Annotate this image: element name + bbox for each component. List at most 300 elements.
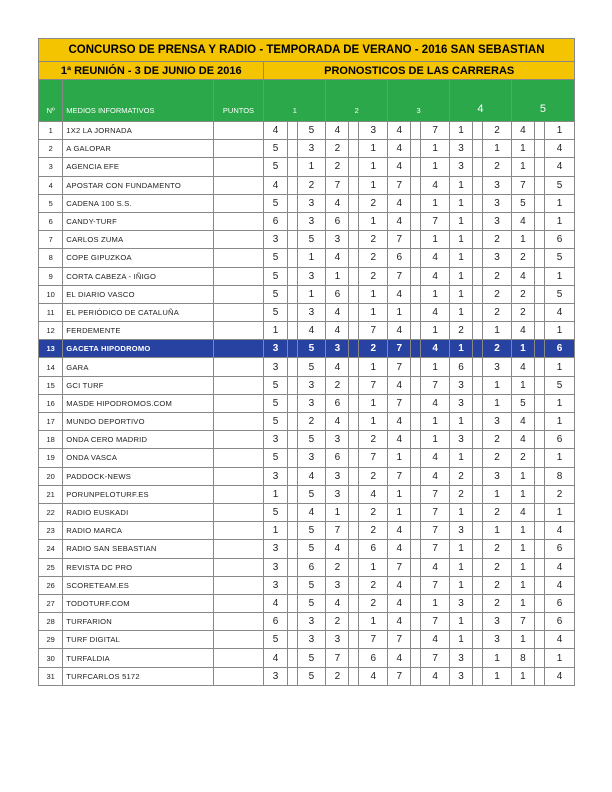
prediction-cell: 3	[264, 467, 287, 485]
prediction-cell	[473, 376, 483, 394]
row-number: 26	[39, 576, 63, 594]
table-row	[39, 485, 575, 503]
prediction-cell	[535, 285, 545, 303]
prediction-cell	[287, 431, 297, 449]
prediction-cell: 3	[326, 340, 349, 358]
prediction-cell	[287, 122, 297, 140]
prediction-cell	[473, 558, 483, 576]
prediction-cell: 5	[264, 631, 287, 649]
prediction-cell: 6	[544, 340, 574, 358]
prediction-cell: 3	[297, 631, 326, 649]
prediction-cell: 7	[388, 558, 411, 576]
prediction-cell: 4	[511, 431, 534, 449]
prediction-cell: 1	[421, 322, 450, 340]
prediction-cell: 3	[326, 576, 349, 594]
prediction-cell	[287, 649, 297, 667]
prediction-cell: 1	[511, 522, 534, 540]
prediction-cell: 3	[297, 613, 326, 631]
prediction-cell	[535, 613, 545, 631]
row-number: 11	[39, 303, 63, 321]
prediction-cell	[349, 576, 359, 594]
prediction-cell: 4	[388, 522, 411, 540]
prediction-cell: 2	[297, 176, 326, 194]
prediction-cell: 4	[388, 376, 411, 394]
prediction-cell	[535, 394, 545, 412]
prediction-cell: 5	[264, 140, 287, 158]
prediction-cell	[473, 576, 483, 594]
prediction-cell	[411, 594, 421, 612]
prediction-cell: 3	[449, 431, 472, 449]
prediction-cell: 7	[421, 376, 450, 394]
prediction-cell	[411, 376, 421, 394]
prediction-cell	[473, 358, 483, 376]
prediction-cell	[473, 158, 483, 176]
prediction-cell	[535, 267, 545, 285]
prediction-cell: 1	[511, 158, 534, 176]
prediction-cell	[287, 285, 297, 303]
row-number: 16	[39, 394, 63, 412]
table-row	[39, 140, 575, 158]
media-name: RADIO MARCA	[63, 522, 213, 540]
prediction-cell: 2	[483, 231, 512, 249]
prediction-cell: 2	[511, 285, 534, 303]
prediction-cell	[535, 631, 545, 649]
prediction-cell: 4	[388, 322, 411, 340]
table-row	[39, 322, 575, 340]
prediction-cell: 7	[388, 176, 411, 194]
row-number: 28	[39, 613, 63, 631]
prediction-cell	[349, 231, 359, 249]
prediction-cell: 7	[359, 322, 388, 340]
prediction-cell	[473, 176, 483, 194]
prediction-cell: 1	[388, 449, 411, 467]
prediction-cell: 7	[388, 631, 411, 649]
table-row	[39, 267, 575, 285]
race-2-header: 2	[326, 80, 388, 122]
prediction-cell: 3	[297, 449, 326, 467]
prediction-cell	[349, 140, 359, 158]
prediction-cell	[349, 540, 359, 558]
prediction-cell: 4	[421, 631, 450, 649]
prediction-cell: 7	[421, 212, 450, 230]
media-header: MEDIOS INFORMATIVOS	[63, 80, 213, 122]
prediction-cell: 5	[264, 394, 287, 412]
prediction-cell: 4	[264, 594, 287, 612]
prediction-cell: 2	[483, 267, 512, 285]
prediction-cell	[287, 613, 297, 631]
prediction-cell: 2	[359, 249, 388, 267]
prediction-cell: 5	[264, 503, 287, 521]
prediction-cell	[411, 467, 421, 485]
points-cell	[213, 649, 264, 667]
prediction-cell: 1	[449, 576, 472, 594]
prediction-cell: 3	[326, 631, 349, 649]
prediction-cell: 3	[297, 394, 326, 412]
prediction-cell: 4	[388, 140, 411, 158]
points-cell	[213, 413, 264, 431]
prediction-cell	[535, 667, 545, 685]
prediction-cell	[473, 613, 483, 631]
prediction-cell	[473, 467, 483, 485]
points-cell	[213, 176, 264, 194]
prediction-cell	[349, 376, 359, 394]
prediction-cell	[535, 413, 545, 431]
table-row	[39, 231, 575, 249]
prediction-cell	[349, 394, 359, 412]
prediction-cell: 3	[449, 394, 472, 412]
prediction-cell: 5	[297, 522, 326, 540]
prediction-cell: 3	[483, 467, 512, 485]
prediction-cell	[535, 212, 545, 230]
prediction-cell	[535, 503, 545, 521]
prediction-cell: 3	[264, 576, 287, 594]
media-name: RADIO EUSKADI	[63, 503, 213, 521]
prediction-cell: 4	[326, 122, 349, 140]
prediction-cell: 4	[511, 322, 534, 340]
prediction-cell: 2	[483, 449, 512, 467]
prediction-cell	[287, 358, 297, 376]
prediction-cell	[349, 303, 359, 321]
media-name: GACETA HIPODROMO	[63, 340, 213, 358]
prediction-cell: 3	[264, 358, 287, 376]
prediction-cell: 4	[388, 540, 411, 558]
prediction-cell: 1	[544, 358, 574, 376]
prediction-cell	[349, 485, 359, 503]
prediction-cell: 1	[544, 122, 574, 140]
prediction-cell: 1	[544, 413, 574, 431]
prediction-cell	[535, 176, 545, 194]
prediction-cell: 4	[544, 303, 574, 321]
prediction-cell	[349, 340, 359, 358]
prediction-cell: 6	[326, 212, 349, 230]
media-name: ONDA CERO MADRID	[63, 431, 213, 449]
results-sheet	[38, 38, 575, 686]
prediction-cell	[473, 231, 483, 249]
prediction-cell: 2	[359, 267, 388, 285]
prediction-cell: 4	[388, 194, 411, 212]
prediction-cell: 5	[264, 285, 287, 303]
prediction-cell: 4	[264, 122, 287, 140]
prediction-cell: 5	[297, 576, 326, 594]
prediction-cell: 7	[359, 631, 388, 649]
prediction-cell: 3	[297, 140, 326, 158]
points-cell	[213, 613, 264, 631]
prediction-cell: 5	[297, 122, 326, 140]
prediction-cell	[473, 449, 483, 467]
prediction-cell: 3	[449, 376, 472, 394]
prediction-cell: 1	[511, 231, 534, 249]
points-cell	[213, 540, 264, 558]
points-cell	[213, 576, 264, 594]
prediction-cell	[535, 322, 545, 340]
table-row	[39, 122, 575, 140]
prediction-cell: 7	[388, 667, 411, 685]
row-number: 10	[39, 285, 63, 303]
media-name: 1X2 LA JORNADA	[63, 122, 213, 140]
prediction-cell: 4	[421, 249, 450, 267]
prediction-cell: 1	[421, 285, 450, 303]
prediction-cell: 4	[388, 649, 411, 667]
prediction-cell: 2	[326, 158, 349, 176]
table-row	[39, 394, 575, 412]
prediction-cell: 2	[483, 158, 512, 176]
prediction-cell: 2	[326, 376, 349, 394]
points-cell	[213, 303, 264, 321]
prediction-cell: 7	[326, 522, 349, 540]
media-name: TODOTURF.COM	[63, 594, 213, 612]
prediction-cell: 3	[449, 158, 472, 176]
prediction-cell	[411, 158, 421, 176]
prediction-cell: 4	[388, 212, 411, 230]
prediction-cell: 1	[359, 285, 388, 303]
prediction-cell	[411, 249, 421, 267]
prediction-cell: 6	[544, 613, 574, 631]
prediction-cell: 1	[449, 267, 472, 285]
prediction-cell	[473, 413, 483, 431]
prediction-cell: 3	[264, 431, 287, 449]
prediction-cell: 1	[359, 303, 388, 321]
race-1-header: 1	[264, 80, 326, 122]
prediction-cell: 1	[359, 358, 388, 376]
prediction-cell	[473, 322, 483, 340]
row-number: 30	[39, 649, 63, 667]
prediction-cell	[411, 667, 421, 685]
prediction-cell	[349, 613, 359, 631]
points-cell	[213, 212, 264, 230]
prediction-cell: 3	[449, 594, 472, 612]
prediction-cell	[349, 194, 359, 212]
prediction-cell	[535, 358, 545, 376]
prediction-cell: 4	[359, 667, 388, 685]
prediction-cell: 4	[421, 467, 450, 485]
prediction-cell: 7	[421, 540, 450, 558]
prediction-cell: 2	[483, 558, 512, 576]
prediction-cell: 1	[449, 176, 472, 194]
prediction-cell: 6	[388, 249, 411, 267]
prediction-cell	[473, 667, 483, 685]
row-number: 13	[39, 340, 63, 358]
prediction-cell: 1	[483, 140, 512, 158]
table-row	[39, 649, 575, 667]
prediction-cell: 7	[359, 376, 388, 394]
prediction-cell: 1	[421, 158, 450, 176]
prediction-cell: 7	[388, 231, 411, 249]
prediction-cell: 1	[483, 485, 512, 503]
prediction-cell: 2	[511, 449, 534, 467]
prediction-cell: 4	[359, 485, 388, 503]
table-row	[39, 158, 575, 176]
prediction-cell: 3	[264, 667, 287, 685]
prediction-cell	[349, 667, 359, 685]
prediction-cell	[411, 394, 421, 412]
prediction-cell	[535, 249, 545, 267]
table-row	[39, 176, 575, 194]
row-number: 9	[39, 267, 63, 285]
prediction-cell	[349, 249, 359, 267]
points-cell	[213, 594, 264, 612]
prediction-cell: 1	[483, 322, 512, 340]
prediction-cell: 1	[449, 613, 472, 631]
prediction-cell	[535, 594, 545, 612]
media-name: MASDE HIPODROMOS.COM	[63, 394, 213, 412]
prediction-cell	[287, 340, 297, 358]
media-name: MUNDO DEPORTIVO	[63, 413, 213, 431]
prediction-cell	[411, 194, 421, 212]
prediction-cell: 7	[511, 176, 534, 194]
prediction-cell: 5	[544, 176, 574, 194]
prediction-cell: 7	[421, 485, 450, 503]
prediction-cell: 1	[359, 212, 388, 230]
prediction-cell: 1	[449, 285, 472, 303]
prediction-cell: 1	[359, 394, 388, 412]
prediction-cell: 4	[388, 576, 411, 594]
prediction-cell: 1	[449, 194, 472, 212]
prediction-cell: 1	[449, 631, 472, 649]
prediction-cell: 4	[326, 594, 349, 612]
table-row	[39, 613, 575, 631]
prediction-cell: 4	[421, 394, 450, 412]
row-number: 20	[39, 467, 63, 485]
prediction-cell: 5	[297, 340, 326, 358]
prediction-cell: 3	[297, 212, 326, 230]
prediction-cell: 3	[264, 231, 287, 249]
media-name: TURFALDIA	[63, 649, 213, 667]
prediction-cell: 3	[359, 122, 388, 140]
prediction-cell: 8	[511, 649, 534, 667]
prediction-cell	[411, 358, 421, 376]
prediction-cell: 3	[326, 431, 349, 449]
prediction-cell	[411, 613, 421, 631]
table-row	[39, 503, 575, 521]
table-row	[39, 667, 575, 685]
media-name: AGENCIA EFE	[63, 158, 213, 176]
prediction-cell	[411, 558, 421, 576]
prediction-cell: 1	[511, 540, 534, 558]
prediction-cell: 1	[511, 467, 534, 485]
prediction-cell	[349, 212, 359, 230]
prediction-cell: 4	[421, 267, 450, 285]
prediction-cell: 1	[449, 122, 472, 140]
prediction-cell: 1	[511, 376, 534, 394]
prediction-cell: 2	[359, 340, 388, 358]
prediction-cell: 1	[297, 249, 326, 267]
prediction-cell: 1	[297, 158, 326, 176]
media-name: FERDEMENTE	[63, 322, 213, 340]
prediction-cell: 2	[483, 122, 512, 140]
prediction-cell	[535, 376, 545, 394]
prediction-cell: 4	[421, 340, 450, 358]
prediction-cell	[411, 322, 421, 340]
prediction-cell	[535, 340, 545, 358]
prediction-cell	[287, 485, 297, 503]
prediction-cell: 1	[449, 340, 472, 358]
prediction-cell: 4	[544, 158, 574, 176]
prediction-cell	[287, 594, 297, 612]
row-number: 15	[39, 376, 63, 394]
prediction-cell	[287, 394, 297, 412]
media-name: CADENA 100 S.S.	[63, 194, 213, 212]
prediction-cell: 2	[483, 576, 512, 594]
prediction-cell	[411, 285, 421, 303]
prediction-cell: 4	[388, 122, 411, 140]
prediction-cell: 1	[359, 413, 388, 431]
prediction-cell: 3	[483, 613, 512, 631]
section-title: PRONOSTICOS DE LAS CARRERAS	[264, 62, 575, 80]
points-cell	[213, 140, 264, 158]
prediction-cell: 2	[511, 303, 534, 321]
prediction-cell: 4	[264, 649, 287, 667]
row-number: 17	[39, 413, 63, 431]
prediction-cell: 7	[511, 613, 534, 631]
prediction-cell: 3	[483, 194, 512, 212]
prediction-cell	[473, 631, 483, 649]
prediction-cell	[411, 485, 421, 503]
prediction-cell	[411, 140, 421, 158]
prediction-cell: 2	[326, 140, 349, 158]
prediction-cell: 4	[388, 594, 411, 612]
media-name: GARA	[63, 358, 213, 376]
prediction-cell: 1	[359, 558, 388, 576]
table-row	[39, 376, 575, 394]
prediction-cell: 1	[483, 667, 512, 685]
prediction-cell: 4	[388, 158, 411, 176]
prediction-cell	[473, 503, 483, 521]
prediction-cell: 5	[264, 376, 287, 394]
prediction-cell: 2	[359, 231, 388, 249]
prediction-cell: 1	[421, 594, 450, 612]
prediction-cell: 4	[544, 667, 574, 685]
row-number: 8	[39, 249, 63, 267]
prediction-cell: 6	[359, 540, 388, 558]
prediction-cell	[349, 631, 359, 649]
prediction-cell: 5	[544, 285, 574, 303]
prediction-cell	[287, 558, 297, 576]
prediction-cell: 1	[449, 503, 472, 521]
prediction-cell: 4	[421, 667, 450, 685]
prediction-cell	[287, 576, 297, 594]
media-name: REVISTA DC PRO	[63, 558, 213, 576]
prediction-cell	[349, 176, 359, 194]
prediction-cell	[287, 212, 297, 230]
prediction-cell: 3	[449, 649, 472, 667]
points-cell	[213, 285, 264, 303]
prediction-cell	[411, 303, 421, 321]
prediction-cell: 1	[511, 631, 534, 649]
prediction-cell: 3	[483, 249, 512, 267]
prediction-cell: 3	[264, 540, 287, 558]
table-row	[39, 340, 575, 358]
prediction-cell: 7	[388, 267, 411, 285]
prediction-cell: 6	[297, 558, 326, 576]
prediction-cell: 2	[483, 303, 512, 321]
prediction-cell	[349, 449, 359, 467]
prediction-cell: 2	[326, 667, 349, 685]
prediction-cell: 5	[511, 394, 534, 412]
prediction-cell	[349, 431, 359, 449]
prediction-cell	[349, 358, 359, 376]
prediction-cell: 4	[388, 431, 411, 449]
prediction-cell: 1	[449, 212, 472, 230]
points-cell	[213, 431, 264, 449]
prediction-cell	[287, 176, 297, 194]
table-row	[39, 540, 575, 558]
prediction-cell	[287, 194, 297, 212]
points-cell	[213, 358, 264, 376]
prediction-cell: 6	[544, 431, 574, 449]
prediction-cell: 1	[483, 394, 512, 412]
media-name: APOSTAR CON FUNDAMENTO	[63, 176, 213, 194]
prediction-cell: 1	[449, 303, 472, 321]
